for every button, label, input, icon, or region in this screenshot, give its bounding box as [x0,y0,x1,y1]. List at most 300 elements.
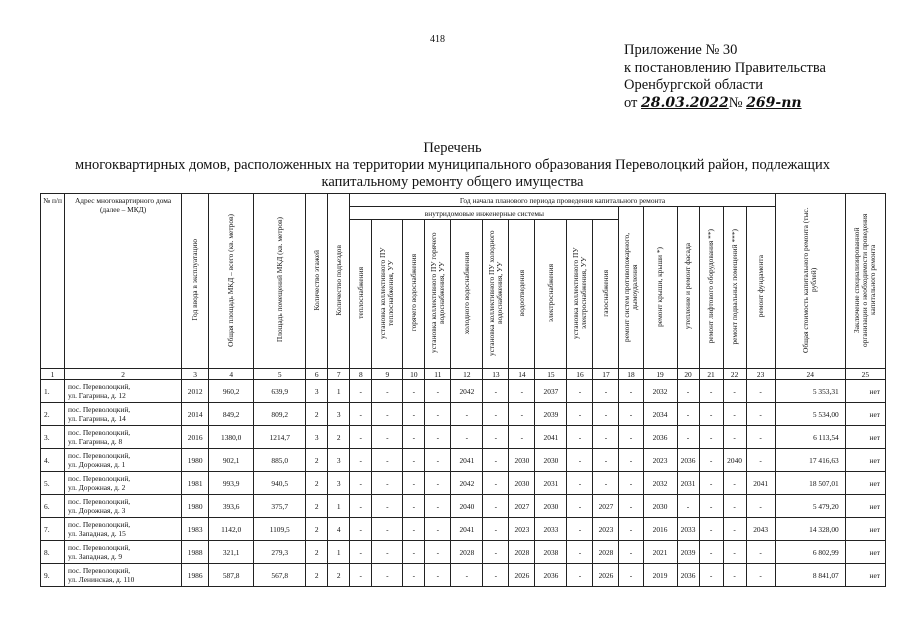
cell-c12: 2041 [451,518,483,541]
cell-c16: - [567,541,593,564]
column-number: 3 [182,369,209,380]
cell-c13: - [483,564,509,587]
header-hot-water: горячего водоснабжения [403,220,425,369]
cell-c22: - [723,541,746,564]
cell-concl: нет [845,449,885,472]
cell-c17: 2028 [593,541,619,564]
address-street: ул. Ленинская, д. 110 [68,575,135,584]
cell-c9: - [372,426,403,449]
cell-c16: - [567,380,593,403]
cell-total: 849,2 [209,403,254,426]
cell-c15: 2038 [535,541,567,564]
header-heat-meter: установка коллективного ПУ теплоснабжения, УУ [372,220,403,369]
cell-c21: - [699,426,723,449]
table-row [41,380,886,403]
cell-c18: - [619,495,643,518]
table-row [41,426,886,449]
cell-c17: 2023 [593,518,619,541]
cell-c11: - [425,426,451,449]
cell-c12: 2042 [451,380,483,403]
cell-c22: - [723,403,746,426]
cell-total: 993,9 [209,472,254,495]
row-address [65,426,182,449]
cell-concl: нет [845,426,885,449]
cell-ent: 3 [328,403,350,426]
cell-year: 2014 [182,403,209,426]
cell-c19: 2036 [643,426,677,449]
cell-cost: 6 113,54 [775,426,845,449]
column-number: 22 [723,369,746,380]
cell-c11: - [425,403,451,426]
cell-floors: 2 [306,403,328,426]
cell-c16: - [567,518,593,541]
header-cold-water: холодного водоснабжения [451,220,483,369]
cell-prem: 940,5 [254,472,306,495]
cell-c19: 2016 [643,518,677,541]
cell-year: 1986 [182,564,209,587]
address-street: ул. Гагарина, д. 14 [68,414,126,423]
cell-c13: - [483,449,509,472]
document-title [0,140,905,191]
cell-c8: - [350,426,372,449]
cell-c22: - [723,495,746,518]
appendix-line-3: Оренбургской области [624,77,764,93]
cell-c18: - [619,518,643,541]
cell-c23: - [746,495,775,518]
column-number: 16 [567,369,593,380]
header-fire: ремонт систем противопожарного, дымоудаления [619,207,643,369]
cell-c9: - [372,449,403,472]
cell-c11: - [425,380,451,403]
cell-c8: - [350,541,372,564]
cell-c14: - [509,403,535,426]
column-number: 23 [746,369,775,380]
cell-c9: - [372,472,403,495]
cell-c18: - [619,426,643,449]
cell-c15: 2039 [535,403,567,426]
cell-c23: 2041 [746,472,775,495]
cell-c20: 2036 [677,564,699,587]
column-number: 9 [372,369,403,380]
header-cold-water-meter: установка коллективного ПУ холодного водоснабжения, УУ [483,220,509,369]
cell-c12: - [451,564,483,587]
address-street: ул. Дорожная, д. 2 [68,483,126,492]
header-sewer: водоотведения [509,220,535,369]
cell-c13: - [483,380,509,403]
cell-c14: 2030 [509,449,535,472]
cell-prem: 567,8 [254,564,306,587]
page-number: 418 [430,34,445,45]
row-number: 9. [41,564,65,587]
row-number: 1. [41,380,65,403]
cell-concl: нет [845,564,885,587]
from-label: от [624,94,638,111]
cell-floors: 2 [306,541,328,564]
cell-c22: - [723,518,746,541]
address-street: ул. Гагарина, д. 8 [68,437,123,446]
column-number: 17 [593,369,619,380]
column-number: 7 [328,369,350,380]
cell-c13: - [483,426,509,449]
cell-c20: - [677,426,699,449]
cell-prem: 375,7 [254,495,306,518]
cell-ent: 2 [328,426,350,449]
row-address [65,380,182,403]
cell-c22: - [723,380,746,403]
header-hot-water-meter: установка коллективного ПУ горячего водоснабжения, УУ [425,220,451,369]
cell-c15: 2033 [535,518,567,541]
cell-c23: - [746,403,775,426]
cell-c20: - [677,403,699,426]
header-basement: ремонт подвальных помещений ***) [723,207,746,369]
header-gas: газоснабжения [593,220,619,369]
cell-c12: 2042 [451,472,483,495]
cell-c16: - [567,403,593,426]
cell-c12: - [451,426,483,449]
cell-c8: - [350,403,372,426]
column-number: 24 [775,369,845,380]
column-number: 13 [483,369,509,380]
column-number-row [41,369,886,380]
cell-c11: - [425,541,451,564]
cell-floors: 2 [306,564,328,587]
column-number: 5 [254,369,306,380]
column-number: 21 [699,369,723,380]
cell-prem: 885,0 [254,449,306,472]
cell-prem: 279,3 [254,541,306,564]
cell-c14: 2027 [509,495,535,518]
cell-c21: - [699,380,723,403]
row-address [65,564,182,587]
address-street: ул. Гагарина, д. 12 [68,391,126,400]
cell-c9: - [372,403,403,426]
column-number: 15 [535,369,567,380]
cell-c12: - [451,403,483,426]
address-street: ул. Западная, д. 9 [68,552,123,561]
cell-c22: - [723,472,746,495]
title-line-2: многоквартирных домов, расположенных на территории муниципального образования Переволоцкий район, подлежащих [75,157,830,173]
cell-c14: 2030 [509,472,535,495]
cell-c9: - [372,564,403,587]
cell-c14: 2028 [509,541,535,564]
cell-c17: - [593,380,619,403]
table-row [41,472,886,495]
column-number: 6 [306,369,328,380]
cell-c16: - [567,472,593,495]
cell-c22: - [723,564,746,587]
row-address [65,541,182,564]
cell-c17: - [593,449,619,472]
cell-c10: - [403,426,425,449]
column-number: 19 [643,369,677,380]
cell-ent: 3 [328,449,350,472]
column-number: 12 [451,369,483,380]
header-roof: ремонт крыши, крыши *) [643,207,677,369]
address-street: ул. Дорожная, д. 3 [68,506,126,515]
cell-c20: - [677,380,699,403]
cell-c23: - [746,380,775,403]
cell-c21: - [699,449,723,472]
row-address [65,472,182,495]
cell-c18: - [619,449,643,472]
cell-c8: - [350,472,372,495]
cell-concl: нет [845,472,885,495]
row-number: 4. [41,449,65,472]
cell-floors: 2 [306,495,328,518]
cell-c17: - [593,472,619,495]
cell-ent: 3 [328,472,350,495]
cell-c14: 2023 [509,518,535,541]
header-year: Год ввода в эксплуатацию [182,194,209,369]
cell-c9: - [372,380,403,403]
cell-ent: 1 [328,380,350,403]
cell-c13: - [483,472,509,495]
cell-c10: - [403,449,425,472]
cell-c19: 2032 [643,472,677,495]
cell-floors: 2 [306,472,328,495]
cell-c17: - [593,426,619,449]
cell-c10: - [403,564,425,587]
cell-cost: 18 507,01 [775,472,845,495]
cell-c20: 2031 [677,472,699,495]
cell-concl: нет [845,380,885,403]
cell-c13: - [483,518,509,541]
cell-concl: нет [845,518,885,541]
cell-floors: 3 [306,426,328,449]
cell-c21: - [699,472,723,495]
header-engineering: внутридомовые инженерные системы [350,207,619,220]
cell-c18: - [619,564,643,587]
column-number: 20 [677,369,699,380]
cell-year: 2016 [182,426,209,449]
table-row [41,564,886,587]
cell-total: 1380,0 [209,426,254,449]
cell-cost: 5 534,00 [775,403,845,426]
cell-c10: - [403,495,425,518]
header-floors: Количество этажей [306,194,328,369]
cell-c16: - [567,426,593,449]
address-settlement: пос. Переволоцкий, [68,543,131,552]
cell-total: 321,1 [209,541,254,564]
address-settlement: пос. Переволоцкий, [68,566,131,575]
cell-c17: 2027 [593,495,619,518]
cell-c10: - [403,518,425,541]
row-number: 3. [41,426,65,449]
cell-c13: - [483,495,509,518]
cell-c9: - [372,518,403,541]
cell-c8: - [350,518,372,541]
number-label: № [728,94,743,111]
cell-c8: - [350,449,372,472]
resolution-number: 269-пп [746,94,802,111]
cell-c14: 2026 [509,564,535,587]
cell-c10: - [403,472,425,495]
cell-c18: - [619,541,643,564]
cell-prem: 1109,5 [254,518,306,541]
cell-c19: 2030 [643,495,677,518]
header-electric-meter: установка коллективного ПУ электроснабжения, УУ [567,220,593,369]
cell-c23: 2043 [746,518,775,541]
cell-c18: - [619,472,643,495]
cell-c22: 2040 [723,449,746,472]
cell-c19: 2021 [643,541,677,564]
row-number: 5. [41,472,65,495]
cell-year: 1980 [182,495,209,518]
cell-c13: - [483,403,509,426]
row-address [65,518,182,541]
header-foundation: ремонт фундамента [746,207,775,369]
address-settlement: пос. Переволоцкий, [68,405,131,414]
cell-c19: 2032 [643,380,677,403]
cell-c15: 2037 [535,380,567,403]
cell-total: 587,8 [209,564,254,587]
column-number: 14 [509,369,535,380]
cell-year: 1983 [182,518,209,541]
cell-year: 1981 [182,472,209,495]
cell-cost: 14 328,00 [775,518,845,541]
cell-ent: 2 [328,564,350,587]
title-line-1: Перечень [423,140,482,156]
header-heat: теплоснабжения [350,220,372,369]
cell-year: 2012 [182,380,209,403]
cell-c14: - [509,426,535,449]
cell-c11: - [425,495,451,518]
cell-c21: - [699,518,723,541]
appendix-line-2: к постановлению Правительства [624,59,826,76]
cell-total: 1142,0 [209,518,254,541]
column-number: 11 [425,369,451,380]
cell-c20: - [677,495,699,518]
header-elevator: ремонт лифтового оборудования **) [699,207,723,369]
cell-c13: - [483,541,509,564]
cell-prem: 1214,7 [254,426,306,449]
cell-c11: - [425,472,451,495]
row-address [65,449,182,472]
cell-year: 1988 [182,541,209,564]
row-address [65,403,182,426]
cell-concl: нет [845,495,885,518]
cell-cost: 8 841,07 [775,564,845,587]
cell-ent: 1 [328,541,350,564]
address-settlement: пос. Переволоцкий, [68,497,131,506]
column-number: 10 [403,369,425,380]
cell-c21: - [699,541,723,564]
cell-c16: - [567,495,593,518]
address-settlement: пос. Переволоцкий, [68,474,131,483]
cell-c21: - [699,403,723,426]
cell-c11: - [425,564,451,587]
header-total-area: Общая площадь МКД – всего (кв. метров) [209,194,254,369]
cell-c21: - [699,564,723,587]
cell-c19: 2034 [643,403,677,426]
cell-c9: - [372,495,403,518]
header-period: Год начала планового периода проведения капитального ремонта [350,194,775,207]
cell-c16: - [567,564,593,587]
cell-c19: 2023 [643,449,677,472]
cell-c12: 2041 [451,449,483,472]
cell-c15: 2030 [535,495,567,518]
cell-cost: 5 353,31 [775,380,845,403]
cell-floors: 3 [306,380,328,403]
cell-c23: - [746,541,775,564]
header-no: № п/п [41,194,65,369]
cell-c23: - [746,449,775,472]
cell-prem: 809,2 [254,403,306,426]
cell-c20: 2033 [677,518,699,541]
row-address [65,495,182,518]
column-number: 4 [209,369,254,380]
column-number: 2 [65,369,182,380]
table-row [41,449,886,472]
cell-c20: 2039 [677,541,699,564]
address-settlement: пос. Переволоцкий, [68,428,131,437]
cell-c23: - [746,426,775,449]
cell-c8: - [350,495,372,518]
table-row [41,541,886,564]
cell-c23: - [746,564,775,587]
cell-c15: 2041 [535,426,567,449]
column-number: 1 [41,369,65,380]
cell-c11: - [425,449,451,472]
address-settlement: пос. Переволоцкий, [68,520,131,529]
cell-concl: нет [845,541,885,564]
cell-total: 960,2 [209,380,254,403]
header-address: Адрес многоквартирного дома (далее – МКД) [65,194,182,369]
cell-cost: 5 479,20 [775,495,845,518]
cell-c10: - [403,403,425,426]
cell-prem: 639,9 [254,380,306,403]
table-row [41,495,886,518]
cell-c14: - [509,380,535,403]
cell-ent: 1 [328,495,350,518]
cell-c12: 2040 [451,495,483,518]
row-number: 2. [41,403,65,426]
cell-c18: - [619,380,643,403]
cell-c8: - [350,380,372,403]
cell-c18: - [619,403,643,426]
appendix-line-1: Приложение № 30 [624,42,738,58]
header-premises-area: Площадь помещений МКД (кв. метров) [254,194,306,369]
cell-c11: - [425,518,451,541]
cell-c10: - [403,380,425,403]
cell-c17: 2026 [593,564,619,587]
header-entrances: Количество подъездов [328,194,350,369]
cell-c15: 2036 [535,564,567,587]
cell-year: 1980 [182,449,209,472]
address-street: ул. Дорожная, д. 1 [68,460,126,469]
header-facade: утепление и ремонт фасада [677,207,699,369]
header-electric: электроснабжения [535,220,567,369]
cell-c15: 2031 [535,472,567,495]
cell-c16: - [567,449,593,472]
column-number: 18 [619,369,643,380]
row-number: 6. [41,495,65,518]
table-row [41,518,886,541]
cell-ent: 4 [328,518,350,541]
cell-c19: 2019 [643,564,677,587]
address-settlement: пос. Переволоцкий, [68,451,131,460]
address-settlement: пос. Переволоцкий, [68,382,131,391]
cell-c17: - [593,403,619,426]
cell-concl: нет [845,403,885,426]
header-cost: Общая стоимость капитального ремонта (тыс. рублей) [775,194,845,369]
buildings-table [40,193,886,587]
cell-floors: 2 [306,449,328,472]
cell-total: 902,1 [209,449,254,472]
cell-c9: - [372,541,403,564]
cell-c21: - [699,495,723,518]
cell-cost: 17 416,63 [775,449,845,472]
